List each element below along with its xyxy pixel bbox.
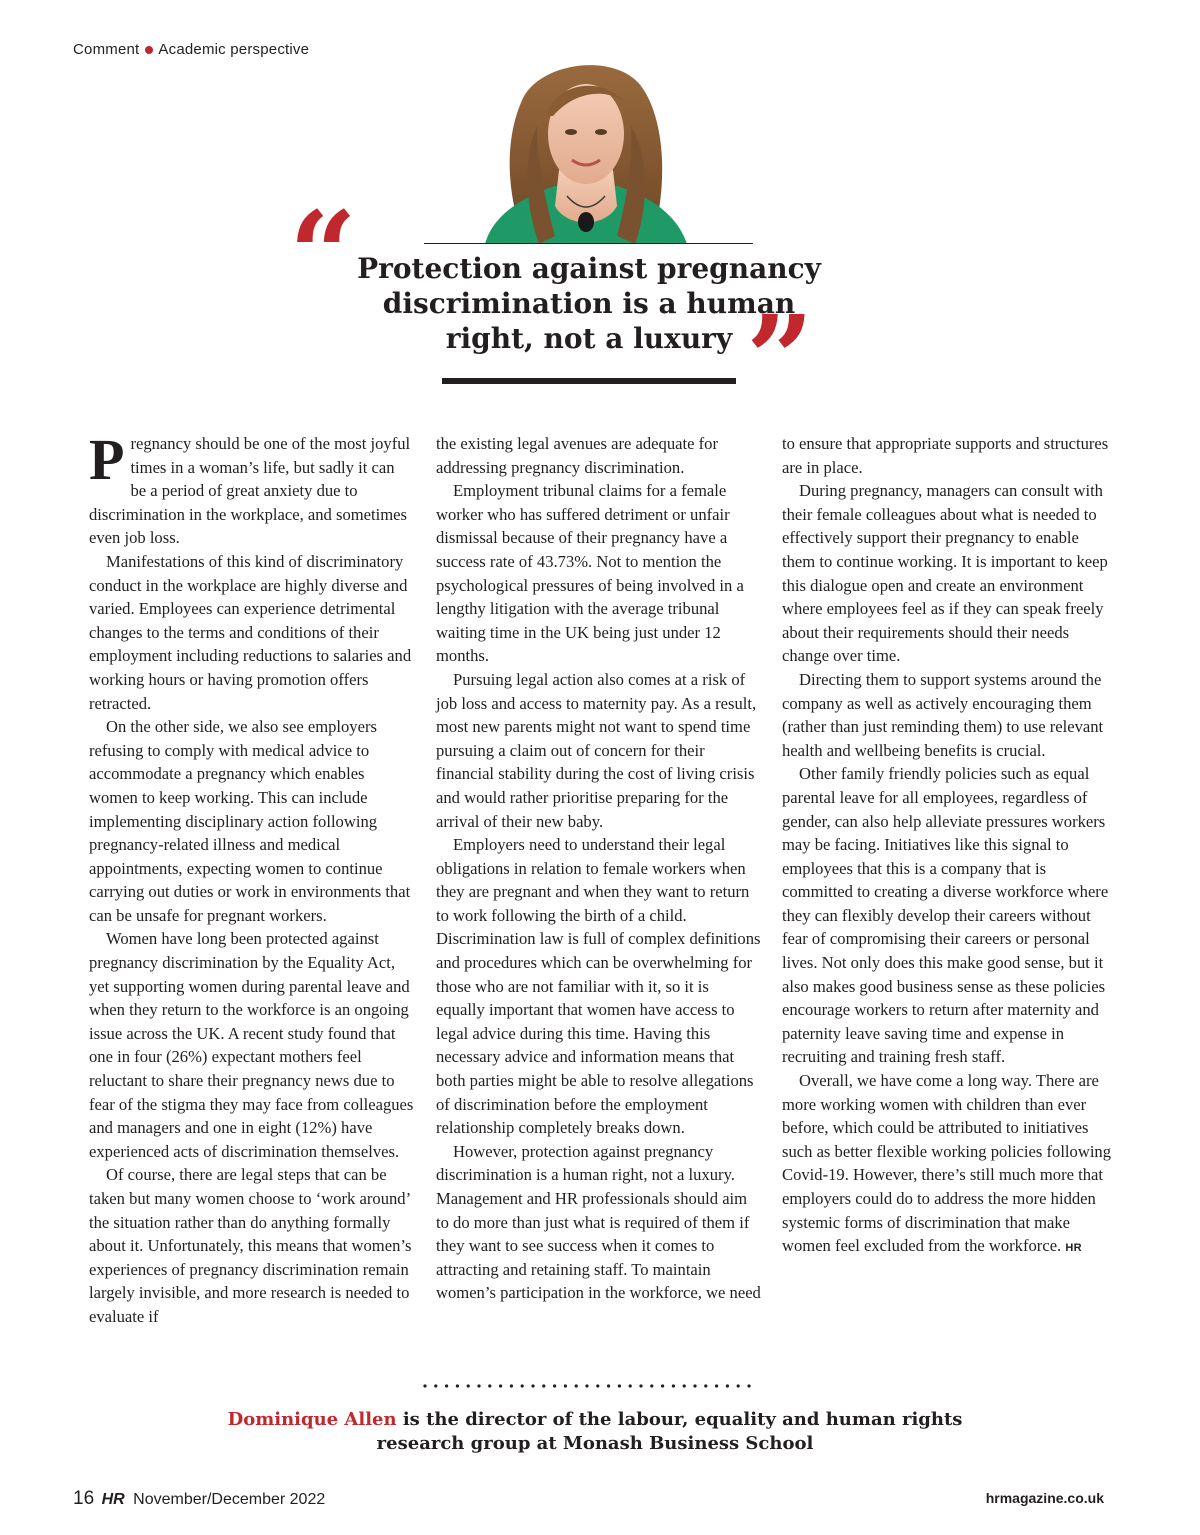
subsection-name: Academic perspective bbox=[158, 41, 310, 58]
open-quote-mark: “ bbox=[289, 185, 347, 324]
paragraph: Manifestations of this kind of discriminatory conduct in the workplace are highly diverse and varied. Employees can experience detrimental changes to the terms and conditions of their employment including reductions to salaries and working hours or having promotion offers retracted. bbox=[89, 551, 412, 713]
paragraph: Other family friendly policies such as equal parental leave for all employees, regardless of gender, can also help alleviate pressures workers may be facing. Initiatives like this signal to employees that this is a company that is committed to creating a diverse workforce where they can flexibly develop their careers without fear of compromising their careers or personal lives. Not only does this make good sense, but it also makes good business sense as these policies encourage workers to return after maternity and paternity leave saving time and expense in recruiting and training fresh staff. bbox=[782, 764, 1109, 1067]
paragraph: On the other side, we also see employers refusing to comply with medical advice to accommodate a pregnancy which enables women to keep working. This can include implementing disciplinary action following pregnancy-related illness and medical appointments, expecting women to continue carrying out duties or work in environments that can be unsafe for pregnant workers. bbox=[89, 717, 411, 925]
magazine-logo: HR bbox=[101, 1491, 125, 1508]
paragraph: Employers need to understand their legal obligations in relation to female workers when they are pregnant and when they want to return to work following the birth of a child. Discrimination law is full of complex definitions and procedures which can be overwhelming for those who are not familiar with it, so it is equally important that women have access to legal advice during this time. Having this necessary advice and information means that both parties might be able to resolve allegations of discrimination before the employment relationship completely breaks down. bbox=[436, 835, 761, 1138]
paragraph: the existing legal avenues are adequate for addressing pregnancy discrimination. bbox=[436, 434, 718, 477]
author-portrait-illustration bbox=[455, 46, 717, 244]
paragraph: to ensure that appropriate supports and structures are in place. bbox=[782, 434, 1109, 477]
page-number: 16 bbox=[73, 1488, 95, 1509]
bullet-dot-icon bbox=[145, 46, 153, 54]
author-description: is the director of the labour, equality and human rights research group at Monash Business School bbox=[376, 1409, 963, 1454]
author-portrait bbox=[455, 46, 717, 244]
pull-quote: Protection against pregnancy discrimination is a human right, not a luxury bbox=[357, 252, 821, 355]
dotted-divider bbox=[421, 1381, 761, 1391]
section-name: Comment bbox=[73, 41, 140, 58]
article-column-3 bbox=[782, 432, 1112, 1261]
article-column-2 bbox=[436, 432, 761, 1305]
paragraph: Pregnancy should be one of the most joyful times in a woman’s life, but sadly it can be a period of great anxiety due to discrimination in the workplace, and sometimes even job loss. bbox=[89, 427, 411, 548]
close-quote-mark: ” bbox=[746, 289, 804, 428]
article-column-1 bbox=[89, 427, 414, 1329]
paragraph: Of course, there are legal steps that can be taken but many women choose to ‘work around’ the situation rather than do anything formally about it. Unfortunately, this means that women’s experiences of pregnancy discrimination remain largely invisible, and more research is needed to evaluate if bbox=[89, 1165, 412, 1326]
paragraph: During pregnancy, managers can consult with their female colleagues about what is needed to effectively support their pregnancy to enable them to continue working. It is important to keep this dialogue open and create an environment where employees feel as if they can speak freely about their requirements should their needs change over time. bbox=[782, 481, 1108, 666]
section-label bbox=[73, 41, 309, 58]
quote-bottom-rule bbox=[442, 378, 736, 384]
paragraph: Pursuing legal action also comes at a risk of job loss and access to maternity pay. As a result, most new parents might not want to spend time pursuing a claim out of concern for their financial stability during the cost of living crisis and would rather prioritise preparing for the arrival of their new baby. bbox=[436, 669, 757, 831]
author-bio bbox=[200, 1408, 990, 1456]
page-footer bbox=[73, 1488, 325, 1510]
paragraph: Overall, we have come a long way. There are more working women with children than ever before, which could be attributed to initiatives such as better flexible working policies following Covid-19. However, there’s still much more that employers could do to address the more hidden systemic forms of discrimination that make women feel excluded from the workforce. HR bbox=[782, 1071, 1112, 1256]
author-name: Dominique Allen bbox=[227, 1409, 397, 1430]
drop-cap: P bbox=[89, 427, 125, 492]
paragraph: However, protection against pregnancy discrimination is a human right, not a luxury. Management and HR professionals should aim to do more than just what is required of them if they want to see success when it comes to attracting and retaining staff. To maintain women’s participation in the workforce, we need bbox=[436, 1141, 761, 1303]
issue-date: November/December 2022 bbox=[133, 1491, 326, 1508]
website-url: hrmagazine.co.uk bbox=[985, 1490, 1104, 1506]
end-mark: HR bbox=[1065, 1242, 1082, 1255]
paragraph: Women have long been protected against pregnancy discrimination by the Equality Act, yet supporting women during parental leave and when they return to the workforce is an ongoing issue across the UK. A recent study found that one in four (26%) expectant mothers feel reluctant to share their pregnancy news due to fear of the stigma they may face from colleagues and managers and one in eight (12%) have experienced acts of discrimination themselves. bbox=[89, 929, 414, 1161]
quote-top-rule bbox=[424, 243, 753, 244]
paragraph: Directing them to support systems around the company as well as actively encouraging them (rather than just reminding them) to use relevant health and wellbeing benefits is crucial. bbox=[782, 669, 1104, 760]
paragraph: Employment tribunal claims for a female worker who has suffered detriment or unfair dismissal because of their pregnancy have a success rate of 43.73%. Not to mention the psychological pressures of being involved in a lengthy litigation with the average tribunal waiting time in the UK being just under 12 months. bbox=[436, 481, 744, 666]
